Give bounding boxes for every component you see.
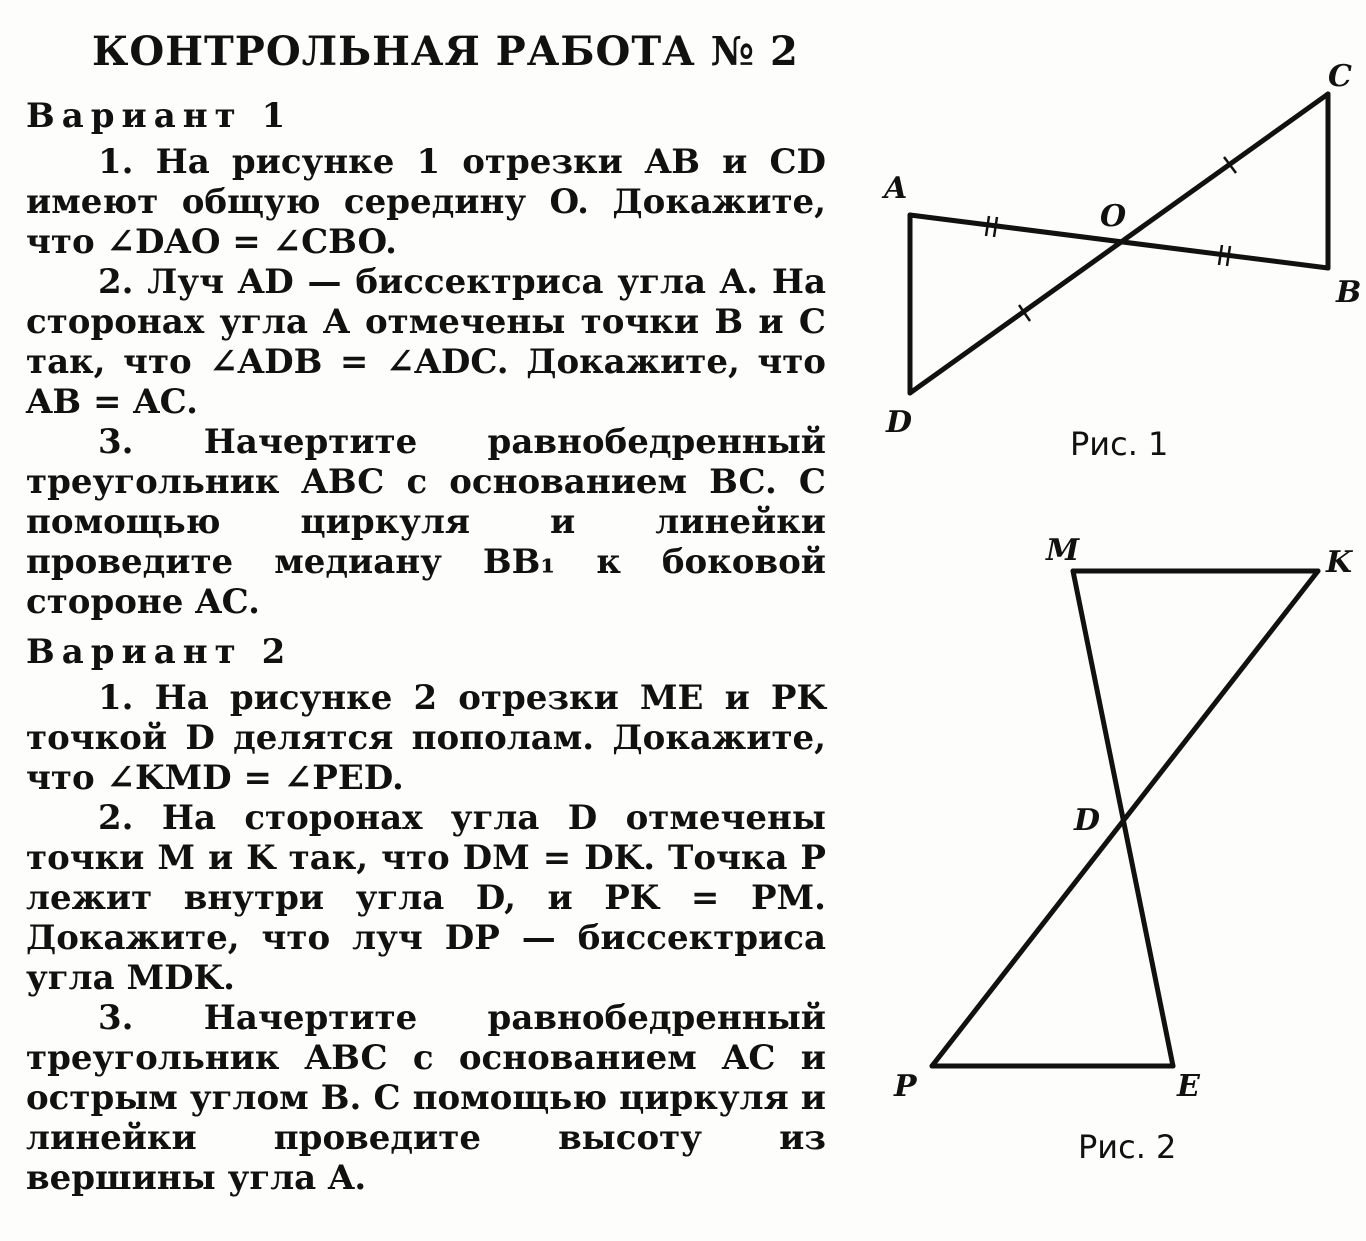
label-b: B — [1336, 275, 1362, 310]
label-c: C — [1328, 59, 1352, 94]
label-a: A — [884, 171, 908, 206]
variant-2-task-3: 3. Начертите равнобедренный треугольник ABC с основанием AC и острым углом B. С помощью циркуля и линейки проведите высоту из вершины угла A. — [26, 998, 826, 1198]
label-p: P — [894, 1069, 917, 1104]
label-d2: D — [1074, 803, 1101, 838]
label-m: M — [1046, 533, 1080, 568]
variant-2-task-2: 2. На сторонах угла D отмечены точки M и K так, что DM = DK. Точка P лежит внутри угла D, и PK = PM. Докажите, что луч DP — биссектриса угла MDK. — [26, 798, 826, 998]
label-o: O — [1100, 199, 1127, 234]
variant-1-heading: Вариант 1 — [26, 96, 293, 136]
variant-1-task-2: 2. Луч AD — биссектриса угла A. На сторонах угла A отмечены точки B и C так, что ∠ADB = ∠ADC. Докажите, что AB = AC. — [26, 262, 826, 422]
segment-cd — [910, 94, 1328, 393]
variant-1-task-1: 1. На рисунке 1 отрезки AB и CD имеют общую середину O. Докажите, что ∠DAO = ∠CBO. — [26, 142, 826, 262]
figure-2-caption: Рис. 2 — [1078, 1128, 1177, 1166]
figure-1-caption: Рис. 1 — [1070, 425, 1169, 463]
segment-kp — [932, 571, 1318, 1066]
label-k: K — [1326, 545, 1353, 580]
variant-2-task-1: 1. На рисунке 2 отрезки ME и PK точкой D делятся пополам. Докажите, что ∠KMD = ∠PED. — [26, 678, 826, 798]
variant-1-task-3: 3. Начертите равнобедренный треугольник ABC с основанием BC. С помощью циркуля и линейки проведите медиану BB₁ к боковой стороне AC. — [26, 422, 826, 622]
page-title: КОНТРОЛЬНАЯ РАБОТА № 2 — [92, 28, 799, 75]
variant-2-heading: Вариант 2 — [26, 632, 293, 672]
label-d: D — [886, 405, 913, 440]
label-e: E — [1177, 1069, 1200, 1104]
